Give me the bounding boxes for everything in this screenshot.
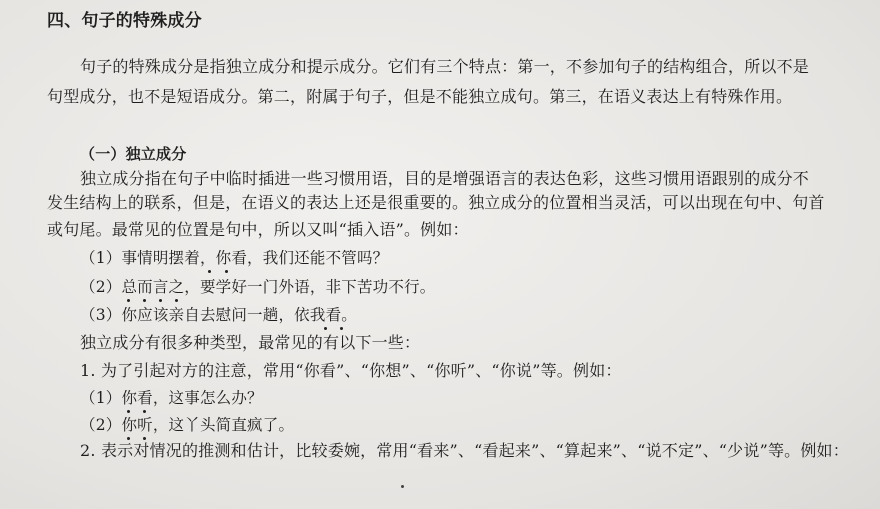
emphasis-dot bbox=[340, 327, 343, 330]
emphasis-dot bbox=[143, 410, 146, 413]
type-1: 1. 为了引起对方的注意，常用“你看”、“你想”、“你听”、“你说”等。例如： bbox=[80, 361, 622, 380]
emphasis-dot bbox=[143, 299, 146, 302]
emphasis-dot bbox=[127, 410, 130, 413]
emphasis-dot bbox=[208, 270, 211, 273]
page-mark bbox=[401, 485, 404, 488]
type-1-example-2: （2）你听，这丫头简直疯了。 bbox=[80, 416, 295, 434]
example-3: （3）你应该亲自去慰问一趟，依我看。 bbox=[80, 306, 357, 324]
intro-line-1: 句子的特殊成分是指独立成分和提示成分。它们有三个特点：第一，不参加句子的结构组合，所以不是 bbox=[80, 57, 810, 76]
paragraph-line-2: 发生结构上的联系，但是，在语义的表达上还是很重要的。独立成分的位置相当灵活，可以出现在句中、句首 bbox=[47, 193, 825, 212]
emphasis-dot bbox=[175, 299, 178, 302]
emphasis-dot bbox=[143, 437, 146, 440]
example-2: （2）总而言之，要学好一门外语，非下苦功不行。 bbox=[80, 278, 436, 296]
subsection-heading: （一）独立成分 bbox=[80, 145, 187, 163]
emphasis-dot bbox=[127, 437, 130, 440]
emphasis-dot bbox=[225, 270, 228, 273]
section-heading: 四、句子的特殊成分 bbox=[47, 11, 202, 31]
emphasis-dot bbox=[159, 299, 162, 302]
paragraph-line-1: 独立成分指在句子中临时插进一些习惯用语，目的是增强语言的表达色彩，这些习惯用语跟别的成分不 bbox=[80, 169, 810, 188]
emphasis-dot bbox=[127, 299, 130, 302]
type-2: 2. 表示对情况的推测和估计，比较委婉，常用“看来”、“看起来”、“算起来”、“说不定”、“少说”等。例如： bbox=[80, 441, 849, 460]
intro-line-2: 句型成分，也不是短语成分。第二，附属于句子，但是不能独立成句。第三，在语义表达上有特殊作用。 bbox=[47, 87, 793, 106]
emphasis-dot bbox=[324, 327, 327, 330]
type-1-example-1: （1）你看，这事怎么办？ bbox=[80, 389, 263, 407]
example-1: （1）事情明摆着，你看，我们还能不管吗？ bbox=[80, 249, 389, 267]
paragraph-line-3: 或句尾。最常见的位置是句中，所以又叫“插入语”。例如： bbox=[47, 220, 469, 239]
types-intro: 独立成分有很多种类型，最常见的有以下一些： bbox=[80, 333, 421, 352]
